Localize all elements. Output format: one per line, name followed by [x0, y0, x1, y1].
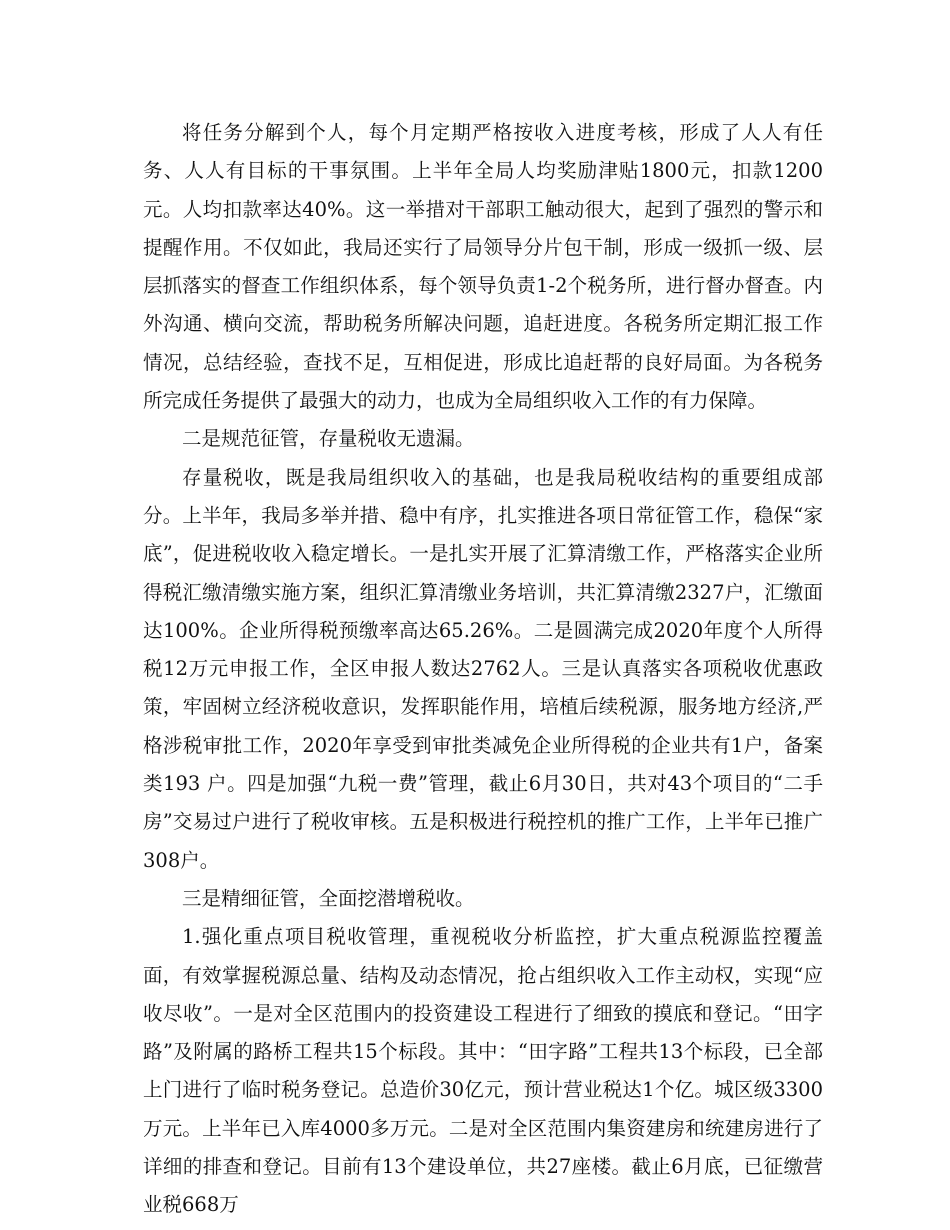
- paragraph-existing-tax: 存量税收，既是我局组织收入的基础，也是我局税收结构的重要组成部分。上半年，我局多举并措、稳中有序，扎实推进各项日常征管工作，稳保“家底”，促进税收收入稳定增长。一是扎实开展了汇算清缴工作，严格落实企业所得税汇缴清缴实施方案，组织汇算清缴业务培训，共汇算清缴2327户，汇缴面达100%。企业所得税预缴率高达65.26%。二是圆满完成2020年度个人所得税12万元申报工作，全区申报人数达2762人。三是认真落实各项税收优惠政策，牢固树立经济税收意识，发挥职能作用，培植后续税源，服务地方经济,严格涉税审批工作，2020年享受到审批类减免企业所得税的企业共有1户，备案类193 户。四是加强“九税一费”管理，截止6月30日，共对43个项目的“二手房”交易过户进行了税收审核。五是积极进行税控机的推广工作，上半年已推广308户。: [143, 465, 823, 872]
- heading-refined-collection: 三是精细征管，全面挖潜增税收。: [182, 886, 475, 910]
- heading-standardized-collection: 二是规范征管，存量税收无遗漏。: [182, 427, 475, 451]
- paragraph-key-projects: 1.强化重点项目税收管理，重视税收分析监控，扩大重点税源监控覆盖面，有效掌握税源总量、结构及动态情况，抢占组织收入工作主动权，实现“应收尽收”。一是对全区范围内的投资建设工程进行了细致的摸底和登记。“田字路”及附属的路桥工程共15个标段。其中：“田字路”工程共13个标段，已全部上门进行了临时税务登记。总造价30亿元，预计营业税达1个亿。城区级3300万元。上半年已入库4000多万元。二是对全区范围内集资建房和统建房进行了详细的排查和登记。目前有13个建设单位，共27座楼。截止6月底，已征缴营业税668万: [143, 925, 823, 1217]
- document-body: [143, 114, 823, 1225]
- paragraph-incentive-system: 将任务分解到个人，每个月定期严格按收入进度考核，形成了人人有任务、人人有目标的干事氛围。上半年全局人均奖励津贴1800元，扣款1200元。人均扣款率达40%。这一举措对干部职工触动很大，起到了强烈的警示和提醒作用。不仅如此，我局还实行了局领导分片包干制，形成一级抓一级、层层抓落实的督查工作组织体系，每个领导负责1-2个税务所，进行督办督查。内外沟通、横向交流，帮助税务所解决问题，追赶进度。各税务所定期汇报工作情况，总结经验，查找不足，互相促进，形成比追赶帮的良好局面。为各税务所完成任务提供了最强大的动力，也成为全局组织收入工作的有力保障。: [143, 121, 823, 413]
